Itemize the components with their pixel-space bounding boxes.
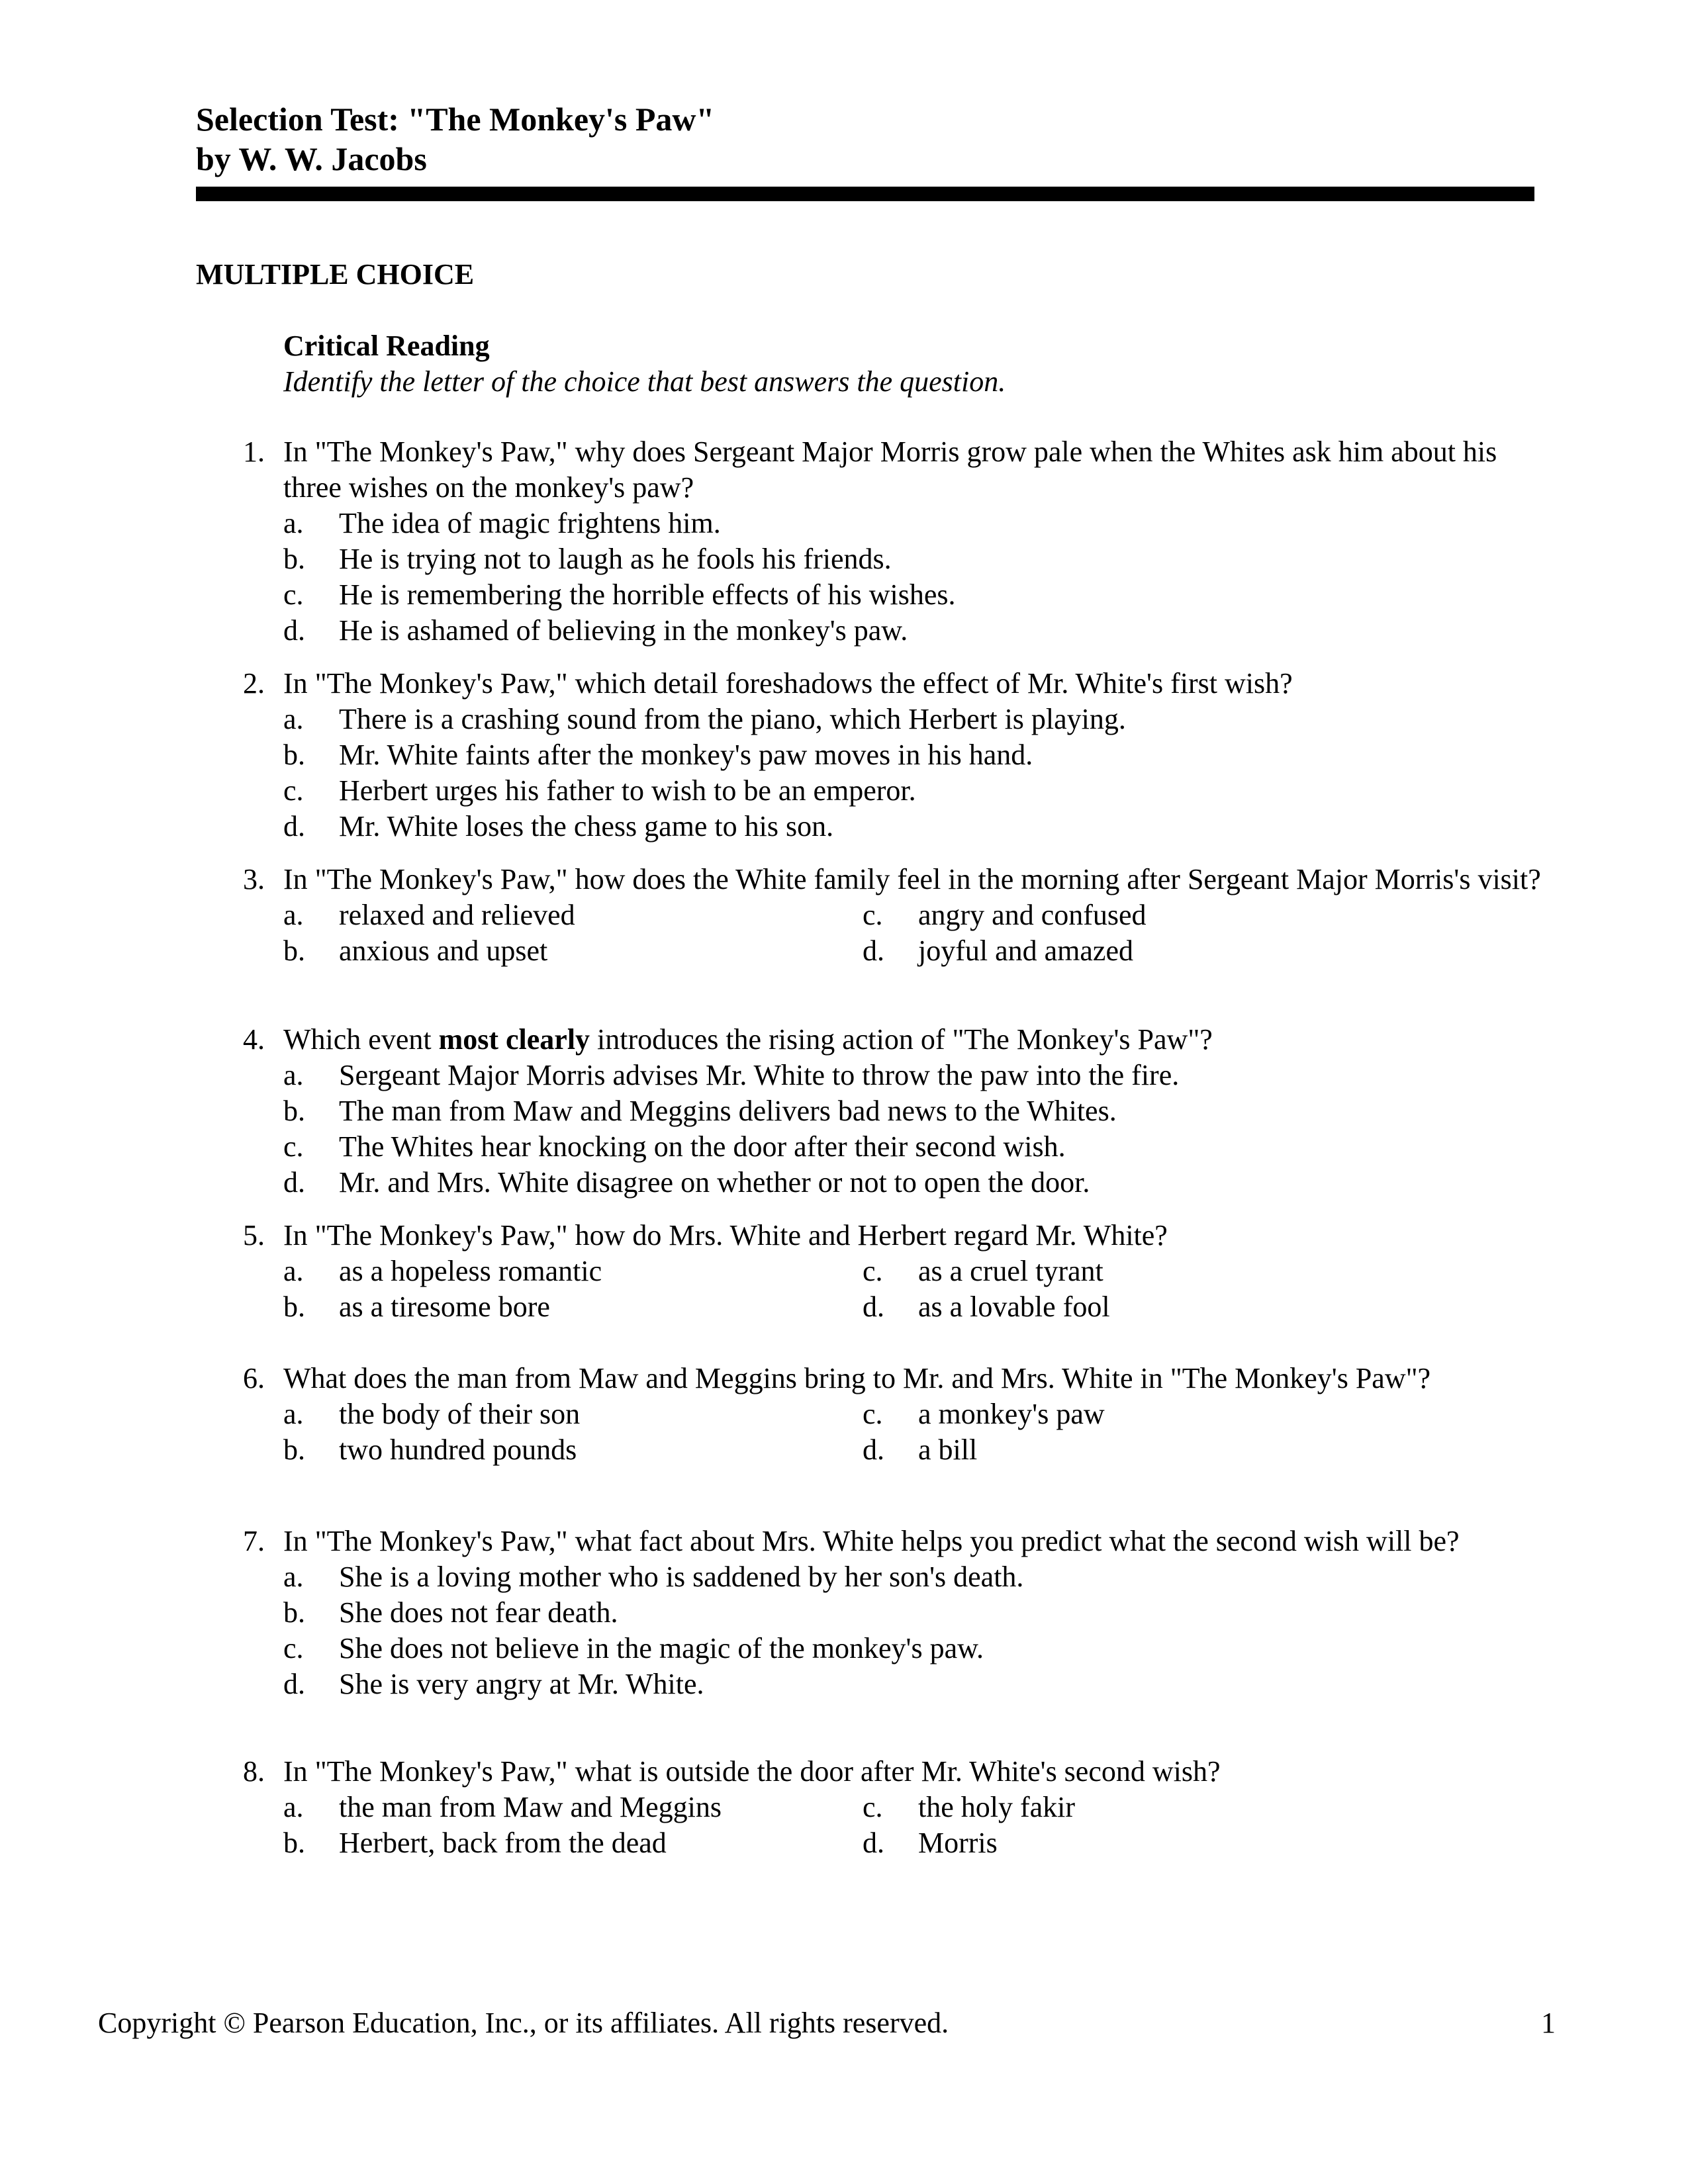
choice-letter: d. xyxy=(283,614,305,647)
answer-choice-a[interactable] xyxy=(283,1253,863,1289)
choice-letter: d. xyxy=(283,810,305,842)
question-1 xyxy=(0,434,1688,649)
choice-text: anxious and upset xyxy=(339,934,548,967)
answer-choice-c[interactable] xyxy=(283,577,1541,613)
choice-text: There is a crashing sound from the piano, which Herbert is playing. xyxy=(339,703,1126,735)
choice-text: two hundred pounds xyxy=(339,1433,577,1466)
choice-text: He is ashamed of believing in the monkey's paw. xyxy=(339,614,908,647)
answer-choice-d[interactable] xyxy=(283,809,1541,844)
answer-choice-d[interactable] xyxy=(863,1289,1524,1325)
choice-text: Sergeant Major Morris advises Mr. White to throw the paw into the fire. xyxy=(339,1059,1180,1091)
answer-choices xyxy=(283,702,1541,844)
question-number: 5. xyxy=(243,1219,265,1251)
question-3 xyxy=(0,862,1688,969)
question-text: What does the man from Maw and Meggins bring to Mr. and Mrs. White in "The Monkey's Paw"? xyxy=(283,1362,1431,1394)
answer-choices xyxy=(283,1253,1541,1325)
page-title: Selection Test: "The Monkey's Paw" xyxy=(196,101,715,138)
answer-choice-b[interactable] xyxy=(283,1825,863,1861)
choice-text: as a cruel tyrant xyxy=(918,1255,1103,1287)
choice-letter: d. xyxy=(283,1166,305,1199)
choice-letter: c. xyxy=(863,1255,883,1287)
question-2 xyxy=(0,666,1688,844)
section-instructions: Identify the letter of the choice that best answers the question. xyxy=(283,365,1006,398)
choice-text: angry and confused xyxy=(918,899,1147,931)
answer-choice-d[interactable] xyxy=(863,1825,1524,1861)
answer-choices xyxy=(283,1559,1541,1702)
answer-choice-c[interactable] xyxy=(863,1253,1524,1289)
choice-text: He is remembering the horrible effects of his wishes. xyxy=(339,578,956,611)
choice-letter: b. xyxy=(283,543,305,575)
choice-letter: a. xyxy=(283,1255,304,1287)
choice-text: relaxed and relieved xyxy=(339,899,575,931)
answer-choice-d[interactable] xyxy=(863,933,1524,969)
copyright-notice: Copyright © Pearson Education, Inc., or its affiliates. All rights reserved. xyxy=(98,2007,949,2039)
question-text: In "The Monkey's Paw," how does the White family feel in the morning after Sergeant Major Morris's visit? xyxy=(283,863,1541,895)
answer-choice-a[interactable] xyxy=(283,506,1541,541)
answer-choice-b[interactable] xyxy=(283,933,863,969)
answer-choice-a[interactable] xyxy=(283,897,863,933)
title-rule xyxy=(196,187,1534,201)
choice-letter: b. xyxy=(283,1291,305,1323)
question-7 xyxy=(0,1524,1688,1702)
question-text-after: introduces the rising action of "The Monkey's Paw"? xyxy=(590,1023,1213,1056)
choice-text: the holy fakir xyxy=(918,1791,1076,1823)
question-8 xyxy=(0,1754,1688,1861)
choice-letter: c. xyxy=(863,899,883,931)
choice-text: Mr. White faints after the monkey's paw moves in his hand. xyxy=(339,739,1033,771)
choice-text: as a hopeless romantic xyxy=(339,1255,602,1287)
page-number: 1 xyxy=(1541,2007,1556,2039)
choice-text: Mr. and Mrs. White disagree on whether or not to open the door. xyxy=(339,1166,1090,1199)
choice-letter: b. xyxy=(283,1433,305,1466)
choice-letter: a. xyxy=(283,1561,304,1593)
choice-letter: c. xyxy=(863,1398,883,1430)
choice-text: The man from Maw and Meggins delivers bad news to the Whites. xyxy=(339,1095,1117,1127)
answer-choice-c[interactable] xyxy=(863,1790,1524,1825)
question-text-before: Which event xyxy=(283,1023,439,1056)
choice-letter: b. xyxy=(283,1095,305,1127)
choice-text: She is a loving mother who is saddened by her son's death. xyxy=(339,1561,1024,1593)
choice-letter: c. xyxy=(283,774,304,807)
answer-choice-c[interactable] xyxy=(863,897,1524,933)
question-text: In "The Monkey's Paw," what fact about Mrs. White helps you predict what the second wish will be? xyxy=(283,1525,1460,1557)
choice-text: Herbert, back from the dead xyxy=(339,1827,667,1859)
answer-choice-c[interactable] xyxy=(283,1129,1541,1165)
answer-choice-b[interactable] xyxy=(283,1432,863,1468)
title-block xyxy=(196,99,1533,179)
choice-letter: d. xyxy=(863,1827,884,1859)
choice-letter: d. xyxy=(863,1291,884,1323)
choice-letter: a. xyxy=(283,1791,304,1823)
choice-letter: c. xyxy=(863,1791,883,1823)
choice-letter: a. xyxy=(283,507,304,539)
question-text: In "The Monkey's Paw," which detail foreshadows the effect of Mr. White's first wish? xyxy=(283,667,1293,700)
choice-text: as a tiresome bore xyxy=(339,1291,550,1323)
answer-choice-d[interactable] xyxy=(283,1165,1541,1201)
question-text: In "The Monkey's Paw," what is outside the door after Mr. White's second wish? xyxy=(283,1755,1221,1788)
choice-letter: d. xyxy=(863,1433,884,1466)
choice-text: She does not believe in the magic of the monkey's paw. xyxy=(339,1632,984,1664)
choice-text: Herbert urges his father to wish to be an emperor. xyxy=(339,774,916,807)
question-text xyxy=(283,1022,1541,1058)
choice-letter: c. xyxy=(283,1632,304,1664)
choice-letter: b. xyxy=(283,934,305,967)
answer-choice-d[interactable] xyxy=(283,1666,1541,1702)
page-author: by W. W. Jacobs xyxy=(196,140,427,177)
choice-text: Morris xyxy=(918,1827,998,1859)
answer-choices xyxy=(283,506,1541,649)
choice-text: She is very angry at Mr. White. xyxy=(339,1668,704,1700)
choice-text: The idea of magic frightens him. xyxy=(339,507,721,539)
choice-letter: c. xyxy=(283,578,304,611)
choice-letter: d. xyxy=(863,934,884,967)
choice-letter: b. xyxy=(283,1596,305,1629)
choice-text: She does not fear death. xyxy=(339,1596,618,1629)
question-number: 2. xyxy=(243,667,265,700)
answer-choice-b[interactable] xyxy=(283,1595,1541,1631)
answer-choice-a[interactable] xyxy=(283,1396,863,1432)
choice-text: a bill xyxy=(918,1433,978,1466)
answer-choice-b[interactable] xyxy=(283,737,1541,773)
question-text: In "The Monkey's Paw," how do Mrs. White and Herbert regard Mr. White? xyxy=(283,1219,1168,1251)
choice-text: He is trying not to laugh as he fools his friends. xyxy=(339,543,892,575)
answer-choice-c[interactable] xyxy=(283,773,1541,809)
question-4 xyxy=(0,1022,1688,1201)
question-number: 6. xyxy=(243,1362,265,1394)
answer-choices xyxy=(283,897,1541,969)
answer-choices xyxy=(283,1396,1541,1468)
answer-choice-d[interactable] xyxy=(863,1432,1524,1468)
choice-letter: b. xyxy=(283,739,305,771)
answer-choice-a[interactable] xyxy=(283,1559,1541,1595)
answer-choice-c[interactable] xyxy=(863,1396,1524,1432)
question-number: 3. xyxy=(243,863,265,895)
section-title: MULTIPLE CHOICE xyxy=(196,258,475,291)
choice-letter: a. xyxy=(283,703,304,735)
question-text: In "The Monkey's Paw," why does Sergeant Major Morris grow pale when the Whites ask him about his three wishes on the monkey's paw? xyxy=(283,435,1497,504)
choice-letter: c. xyxy=(283,1130,304,1163)
choice-text: joyful and amazed xyxy=(918,934,1133,967)
question-5 xyxy=(0,1218,1688,1325)
choice-text: the body of their son xyxy=(339,1398,581,1430)
choice-letter: a. xyxy=(283,899,304,931)
answer-choice-b[interactable] xyxy=(283,1093,1541,1129)
choice-text: the man from Maw and Meggins xyxy=(339,1791,722,1823)
answer-choices xyxy=(283,1058,1541,1201)
question-number: 8. xyxy=(243,1755,265,1788)
choice-letter: b. xyxy=(283,1827,305,1859)
choice-text: a monkey's paw xyxy=(918,1398,1105,1430)
choice-letter: a. xyxy=(283,1398,304,1430)
choice-letter: a. xyxy=(283,1059,304,1091)
question-6 xyxy=(0,1361,1688,1468)
answer-choices xyxy=(283,1790,1541,1861)
answer-choice-d[interactable] xyxy=(283,613,1541,649)
question-text-emphasis: most clearly xyxy=(438,1023,590,1056)
question-number: 4. xyxy=(243,1023,265,1056)
answer-choice-a[interactable] xyxy=(283,702,1541,737)
choice-text: Mr. White loses the chess game to his son. xyxy=(339,810,834,842)
answer-choice-a[interactable] xyxy=(283,1790,863,1825)
answer-choice-b[interactable] xyxy=(283,541,1541,577)
question-number: 7. xyxy=(243,1525,265,1557)
answer-choice-c[interactable] xyxy=(283,1631,1541,1666)
choice-text: The Whites hear knocking on the door after their second wish. xyxy=(339,1130,1066,1163)
answer-choice-a[interactable] xyxy=(283,1058,1541,1093)
question-number: 1. xyxy=(243,435,265,468)
choice-letter: d. xyxy=(283,1668,305,1700)
section-subheading: Critical Reading xyxy=(283,330,490,362)
answer-choice-b[interactable] xyxy=(283,1289,863,1325)
choice-text: as a lovable fool xyxy=(918,1291,1110,1323)
